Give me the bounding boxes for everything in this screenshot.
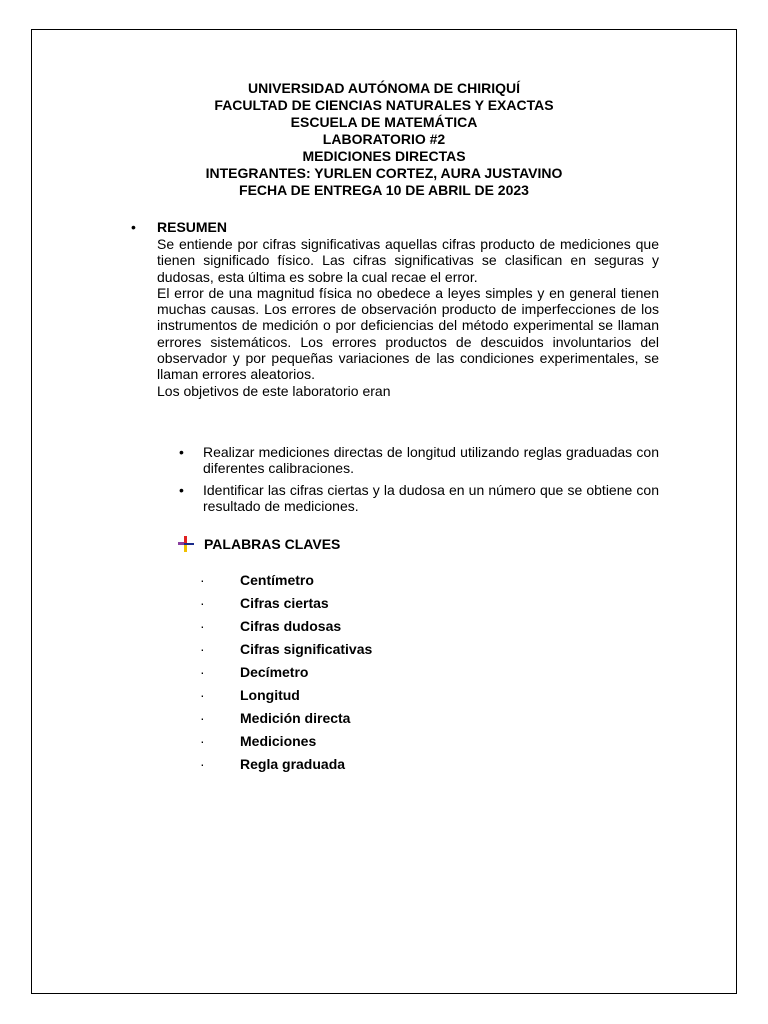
list-separator: · bbox=[200, 641, 205, 657]
bullet-dot: • bbox=[179, 481, 184, 498]
list-separator: · bbox=[200, 572, 205, 588]
objectives-list bbox=[157, 444, 659, 519]
list-separator: · bbox=[200, 710, 205, 726]
document-header bbox=[31, 80, 737, 199]
list-item bbox=[157, 482, 659, 515]
list-separator: · bbox=[200, 595, 205, 611]
objective-text: Identificar las cifras ciertas y la dudosa en un número que se obtiene con resultado de mediciones. bbox=[203, 481, 659, 514]
summary-paragraph-1: Se entiende por cifras significativas aquellas cifras producto de mediciones que tienen significado físico. Las cifras significativas se clasifican en seguras y dudosas, esta última es sobre la cual recae el error. bbox=[157, 236, 659, 285]
summary-bullet: • bbox=[131, 219, 136, 235]
team-members: INTEGRANTES: YURLEN CORTEZ, AURA JUSTAVINO bbox=[205, 165, 563, 181]
keyword-label: Mediciones bbox=[240, 733, 317, 749]
university-name: UNIVERSIDAD AUTÓNOMA DE CHIRIQUÍ bbox=[248, 80, 520, 96]
objective-text: Realizar mediciones directas de longitud utilizando reglas graduadas con diferentes calibraciones. bbox=[203, 444, 659, 477]
summary-title: RESUMEN bbox=[157, 219, 228, 235]
cross-bullet-icon bbox=[178, 536, 194, 552]
summary-section bbox=[157, 218, 659, 399]
school-name: ESCUELA DE MATEMÁTICA bbox=[290, 114, 478, 130]
keyword-label: Medición directa bbox=[240, 710, 351, 726]
keyword-label: Regla graduada bbox=[240, 756, 346, 772]
list-separator: · bbox=[200, 733, 205, 749]
due-date: FECHA DE ENTREGA 10 DE ABRIL DE 2023 bbox=[239, 182, 529, 198]
lab-number: LABORATORIO #2 bbox=[322, 131, 446, 147]
lab-topic: MEDICIONES DIRECTAS bbox=[302, 148, 466, 164]
list-separator: · bbox=[200, 618, 205, 634]
keyword-label: Cifras ciertas bbox=[240, 595, 329, 611]
bullet-dot: • bbox=[179, 444, 184, 460]
faculty-name: FACULTAD DE CIENCIAS NATURALES Y EXACTAS bbox=[214, 97, 554, 113]
list-separator: · bbox=[200, 756, 205, 772]
keywords-title: PALABRAS CLAVES bbox=[204, 536, 341, 552]
keyword-label: Cifras significativas bbox=[240, 641, 373, 657]
keyword-label: Decímetro bbox=[240, 664, 309, 680]
keyword-label: Longitud bbox=[240, 687, 300, 703]
keyword-label: Centímetro bbox=[240, 572, 314, 588]
list-separator: · bbox=[200, 664, 205, 680]
list-item bbox=[157, 444, 659, 477]
summary-paragraph-2: El error de una magnitud física no obedece a leyes simples y en general tienen muchas causas. Los errores de observación producto de imperfecciones de los instrumentos de medición o por deficiencias del método experimental se llaman errores sistemáticos. Los errores productos de descuidos involuntarios del observador y por pequeñas variaciones de las condiciones experimentales, se llaman errores aleatorios. bbox=[157, 284, 659, 383]
summary-paragraph-3: Los objetivos de este laboratorio eran bbox=[157, 382, 391, 399]
keyword-label: Cifras dudosas bbox=[240, 618, 342, 634]
list-separator: · bbox=[200, 687, 205, 703]
